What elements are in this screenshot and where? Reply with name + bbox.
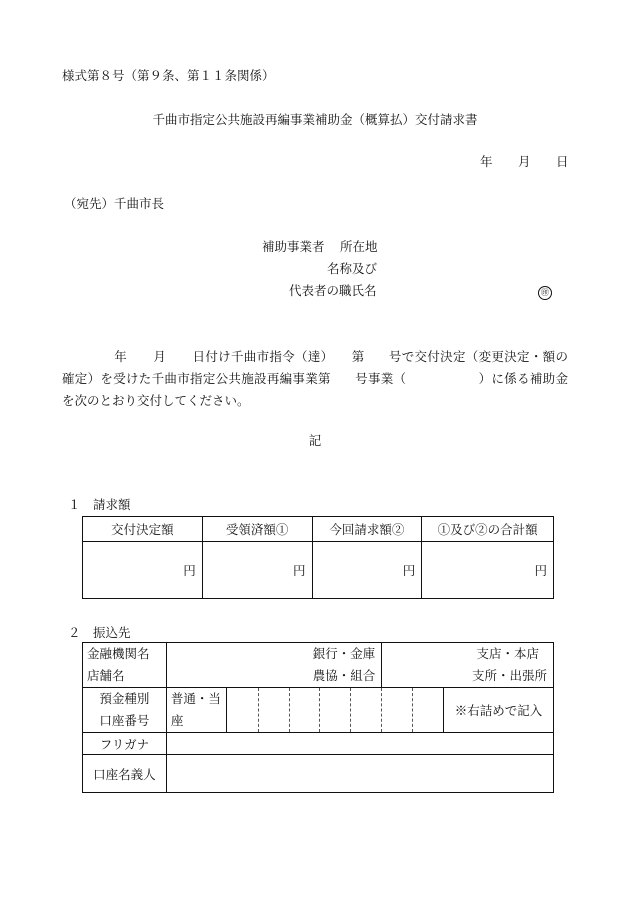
body-decision: 号で交付決定（変更決定・額の確定）を受けた千曲市指定公共施設再編事業第 [62, 349, 568, 386]
body-year: 年 [114, 349, 128, 364]
header-current-request: 今回請求額② [312, 517, 422, 542]
body-project: 号事業（ [354, 371, 407, 386]
current-request-field[interactable]: 円 [312, 542, 422, 599]
address-label: 所在地 [340, 239, 378, 254]
applicant-label: 補助事業者 [262, 239, 325, 254]
form-title: 千曲市指定公共施設再編事業補助金（概算払）交付請求書 [152, 112, 478, 127]
addressee: （宛先）千曲市長 [64, 196, 165, 211]
decided-amount-field[interactable]: 円 [83, 542, 203, 599]
form-number: 様式第８号（第９条、第１１条関係） [62, 68, 275, 83]
bank-account-table [82, 642, 554, 793]
body-ending: ）に係る補助金を次のとおり交付してください。 [62, 371, 568, 408]
section1-title: １ 請求額 [68, 497, 131, 512]
coop-type-options: 農協・組合 [312, 668, 376, 683]
date-month-label: 月 [518, 154, 531, 169]
body-month: 月 [153, 349, 167, 364]
representative-label: 代表者の職氏名 [289, 283, 377, 298]
date-day-label: 日 [556, 154, 569, 169]
request-paragraph [62, 346, 568, 412]
header-total-amount: ①及び②の合計額 [422, 517, 554, 542]
body-dai: 第 [351, 349, 365, 364]
received-amount-field[interactable]: 円 [202, 542, 312, 599]
seal-mark: ㊞ [538, 283, 552, 300]
bank-name-label: 金融機関名 [87, 646, 150, 661]
furigana-field[interactable] [166, 733, 553, 755]
bank-type-options: 銀行・金庫 [312, 646, 376, 661]
right-align-note: ※右詰めで記入 [444, 688, 554, 733]
account-digit-6[interactable] [382, 688, 413, 733]
account-digit-7[interactable] [413, 688, 444, 733]
branch-name-field[interactable] [382, 643, 554, 688]
ki-label: 記 [308, 433, 322, 448]
claim-amount-table [82, 516, 554, 599]
office-type-options: 支所・出張所 [471, 668, 547, 683]
name-label: 名称及び [327, 261, 378, 276]
date-year-label: 年 [480, 154, 493, 169]
bank-label-cell [83, 643, 167, 688]
header-received-amount: 受領済額① [202, 517, 312, 542]
furigana-label: フリガナ [83, 733, 167, 755]
header-decided-amount: 交付決定額 [83, 517, 203, 542]
branch-name-label: 店舗名 [87, 668, 125, 683]
deposit-type-options[interactable]: 普通・当座 [166, 688, 226, 733]
account-digit-1[interactable] [226, 688, 258, 733]
account-digit-5[interactable] [351, 688, 382, 733]
branch-type-options: 支店・本店 [476, 646, 539, 661]
account-holder-label: 口座名義人 [83, 755, 167, 793]
deposit-type-label: 預金種別 [99, 691, 150, 706]
bank-name-field[interactable] [166, 643, 381, 688]
account-digit-4[interactable] [320, 688, 351, 733]
account-holder-field[interactable] [166, 755, 553, 793]
account-number-label: 口座番号 [99, 713, 150, 728]
section2-title: ２ 振込先 [68, 625, 131, 640]
account-digit-2[interactable] [258, 688, 289, 733]
account-label-cell [83, 688, 167, 733]
account-digit-3[interactable] [289, 688, 320, 733]
body-date-prefix: 日付け千曲市指令（達） [192, 349, 334, 364]
total-amount-field[interactable]: 円 [422, 542, 554, 599]
